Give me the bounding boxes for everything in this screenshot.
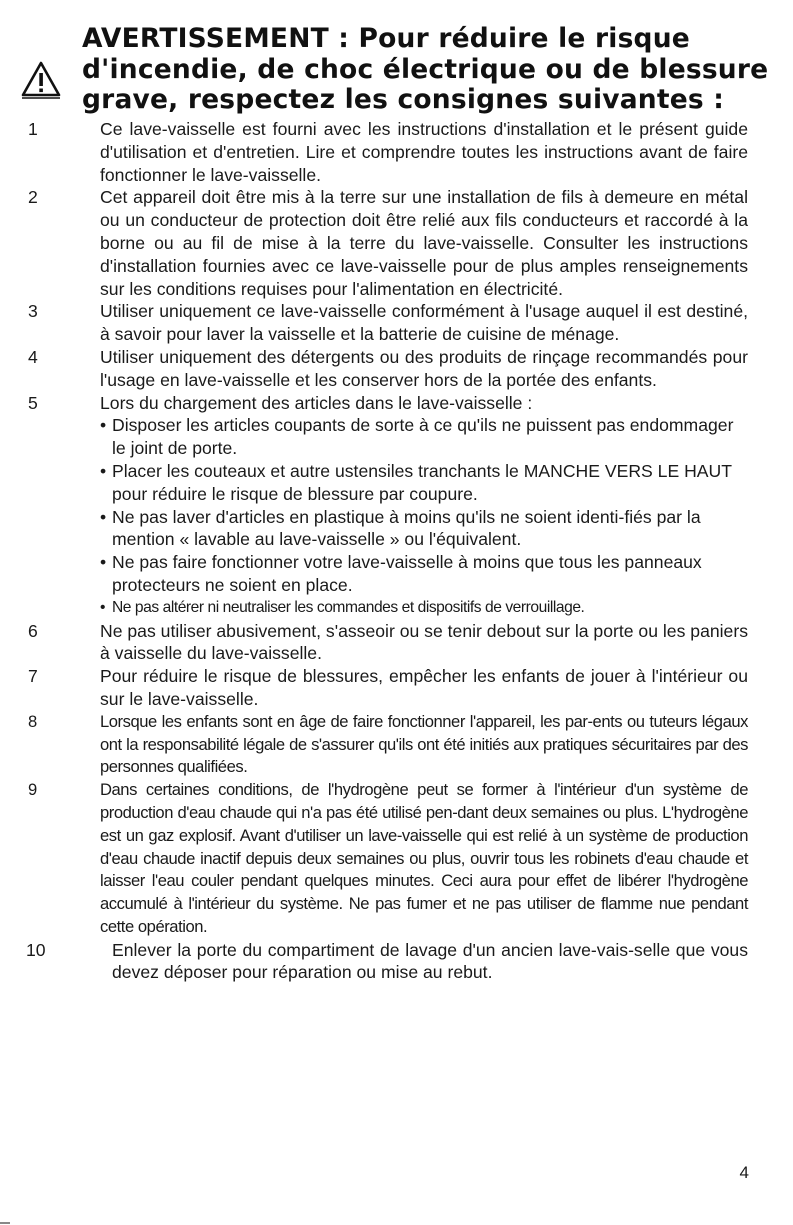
warning-title	[82, 24, 782, 116]
item-number: 6	[28, 620, 38, 641]
sub-item-text: Ne pas faire fonctionner votre lave-vaisselle à moins que tous les panneaux protecteurs ne soient en place.	[112, 552, 702, 595]
bullet-icon: •	[100, 415, 107, 436]
warning-title-line: d'incendie, de choc électrique ou de blessure	[82, 53, 769, 85]
instruction-item	[28, 665, 748, 711]
sub-item	[100, 506, 748, 552]
item-number: 5	[28, 392, 38, 413]
instruction-item	[28, 186, 748, 300]
sub-item	[100, 597, 748, 620]
warning-title-line: grave, respectez les consignes suivantes :	[82, 84, 725, 115]
warning-header	[20, 24, 780, 116]
sub-item-text: Ne pas altérer ni neutraliser les commandes et dispositifs de verrouillage.	[112, 598, 585, 616]
sub-item	[100, 414, 748, 460]
bullet-icon: •	[100, 598, 106, 616]
instruction-item	[28, 711, 748, 779]
item-number: 8	[28, 711, 37, 731]
sub-item-text: Ne pas laver d'articles en plastique à moins qu'ils ne soient identi-fiés par la mention « lavable au lave-vaisselle » ou l'équivalent.	[112, 506, 701, 550]
item-text: Lors du chargement des articles dans le lave-vaisselle :	[100, 392, 533, 413]
instruction-item	[28, 346, 748, 392]
item-text: Enlever la porte du compartiment de lavage d'un ancien lave-vais-selle que vous devez déposer pour réparation ou mise au rebut.	[112, 939, 748, 983]
item-text: Utiliser uniquement ce lave-vaisselle conformément à l'usage auquel il est destiné, à savoir pour laver la vaisselle et la batterie de cuisine de ménage.	[100, 301, 748, 345]
item-number: 10	[26, 939, 46, 960]
item-text: Utiliser uniquement des détergents ou des produits de rinçage recommandés pour l'usage en lave-vaisselle et les conserver hors de la portée des enfants.	[100, 346, 748, 390]
instruction-item	[28, 300, 748, 346]
item-text: Dans certaines conditions, de l'hydrogène peut se former à l'intérieur d'un système de production d'eau chaude qui n'a pas été utilisé pen-dant deux semaines ou plus. L'hydrogène est un gaz explosif. Avant d'utiliser un lave-vaisselle qui est relié à un système de production d'eau chaude inactif depuis deux semaines ou plus, ouvrir tous les robinets d'eau chaude et laisser l'eau couler pendant quelques minutes. Ceci aura pour effet de libérer l'hydrogène accumulé à l'intérieur du système. Ne pas fumer et ne pas utiliser de flamme nue pendant cette opération.	[100, 780, 748, 936]
item-number: 1	[28, 119, 38, 139]
item-number: 2	[28, 187, 38, 208]
sub-item-text: Disposer les articles coupants de sorte à ce qu'ils ne puissent pas endommager le joint de porte.	[112, 415, 734, 459]
instruction-item	[28, 939, 748, 985]
instruction-item	[28, 118, 748, 186]
safety-instructions-list	[28, 118, 748, 984]
item-number: 4	[28, 346, 38, 367]
item-text: Lorsque les enfants sont en âge de faire fonctionner l'appareil, les par-ents ou tuteurs légaux ont la responsabilité légale de s'assurer qu'ils ont été initiés aux pratiques sécuritaires par des personnes qualifiées.	[100, 711, 748, 777]
item-text: Cet appareil doit être mis à la terre sur une installation de fils à demeure en métal ou un conducteur de protection doit être relié aux fils conducteurs et raccordé à la borne ou au fil de mise à la terre du lave-vaisselle. Consulter les instructions d'installation fournies avec ce lave-vaisselle pour de plus amples renseignements sur les conditions requises pour l'alimentation en électricité.	[100, 187, 748, 299]
warning-triangle-icon	[20, 60, 62, 100]
item-number: 9	[28, 780, 37, 800]
instruction-item	[28, 620, 748, 666]
bullet-icon: •	[100, 506, 107, 527]
warning-title-line: AVERTISSEMENT : Pour réduire le risque	[82, 23, 690, 54]
page-number: 4	[739, 1163, 749, 1182]
item-text: Ne pas utiliser abusivement, s'asseoir ou se tenir debout sur la porte ou les paniers à vaisselle du lave-vaisselle.	[100, 620, 748, 664]
sub-item	[100, 551, 748, 597]
item-text: Ce lave-vaisselle est fourni avec les instructions d'installation et le présent guide d'utilisation et d'entretien. Lire et comprendre toutes les instructions avant de faire fonctionner le lave-vaisselle.	[100, 119, 748, 185]
sub-item-text: Placer les couteaux et autre ustensiles tranchants le MANCHE VERS LE HAUT pour réduire le risque de blessure par coupure.	[112, 460, 732, 504]
sub-item	[100, 460, 748, 506]
page-edge-mark	[0, 1222, 10, 1224]
instruction-item	[28, 392, 748, 620]
item-number: 7	[28, 666, 38, 687]
bullet-icon: •	[100, 552, 107, 573]
item-number: 3	[28, 301, 38, 322]
instruction-item	[28, 779, 748, 939]
item-text: Pour réduire le risque de blessures, empêcher les enfants de jouer à l'intérieur ou sur le lave-vaisselle.	[100, 666, 748, 709]
bullet-icon: •	[100, 460, 107, 481]
